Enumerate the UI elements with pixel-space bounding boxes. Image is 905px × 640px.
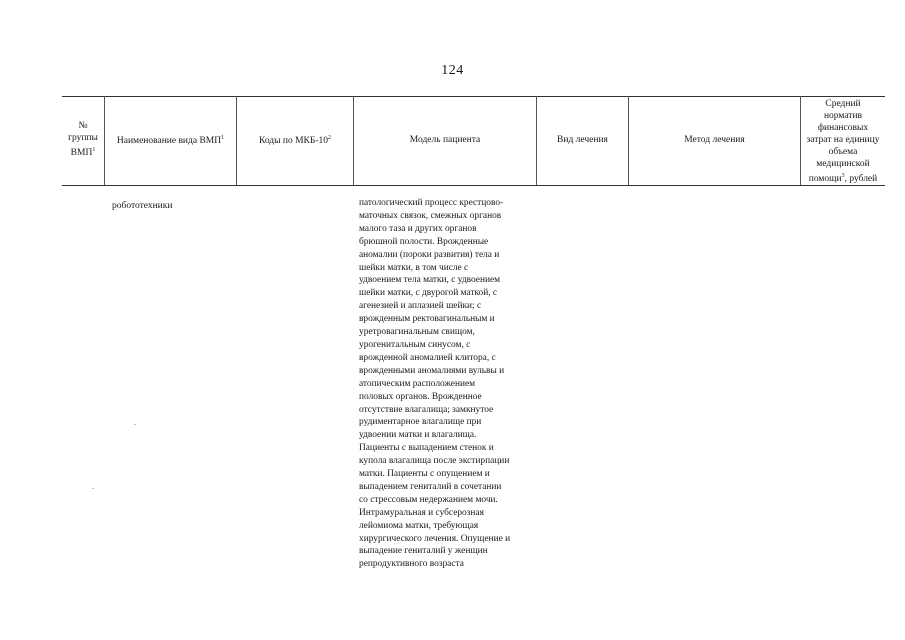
header-patient-model: Модель пациента xyxy=(409,135,481,145)
header-treatment-type: Вид лечения xyxy=(557,135,608,145)
header-group-number: № группы ВМП$^1$ xyxy=(68,121,98,159)
row-vmp-name: робототехники xyxy=(112,201,173,211)
scan-speck xyxy=(134,424,136,425)
header-mkb-codes: Коды по МКБ-$10^2$ xyxy=(258,135,332,147)
row-patient-model: патологический процесс крестцово- маточных связок, смежных органов малого таза и других органов брюшной полости. Врожденные аномалии (пороки развития) тела и шейки матки, в том числе с удвоением тела матки, с удвоением шейки матки, с двурогой маткой, с агенезией и аплазией шейки; с врожденным ректовагинальным и уретровагинальным свищом, урогенитальным синусом, с врожденной аномалией клитора, с врожденными аномалиями вульвы и атопическим расположением половых органов. Врожденное отсутствие влагалища; замкнутое рудиментарное влагалище при удвоении матки и влагалища. Пациенты с выпадением стенок и купола влагалища после экстирпации матки. Пациенты с опущением и выпадением гениталий в сочетании со стрессовым недержанием мочи. Интрамуральная и субсерозная лейомиома матки, требующая хирургического лечения. Опущение и выпадение гениталий у женщин репродуктивного возраста xyxy=(359,198,511,570)
scan-speck xyxy=(92,488,94,489)
header-treatment-method: Метод лечения xyxy=(684,135,745,145)
header-cost-norm: Средний норматив финансовых затрат на единицу объема медицинской помощи$^3$, рублей xyxy=(806,99,880,185)
header-vmp-name: Наименование вида ВМП$^1$ xyxy=(116,135,225,147)
page-number: 124 xyxy=(441,63,464,78)
